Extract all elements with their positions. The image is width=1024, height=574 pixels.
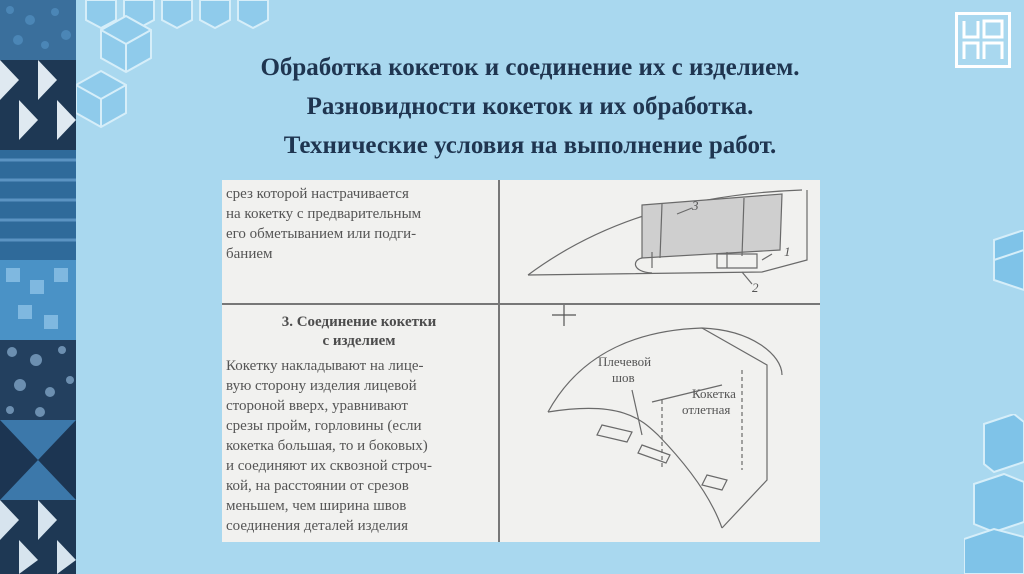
yoke-label-line-1: Кокетка [692,386,736,401]
yoke-label-line-2: отлетная [682,402,731,417]
body-text-line-2: вую сторону изделия лицевой [226,378,417,394]
cubes-decoration-right-icon [984,230,1024,310]
geometric-pattern-icon [0,0,76,574]
shoulder-seam-label-line-1: Плечевой [598,354,652,369]
top-text-line-2: на кокетку с предварительным [226,206,422,222]
body-text-line-6: и соединяют их сквозной строч- [226,458,432,474]
body-text-line-3: стороной вверх, уравнивают [226,398,408,414]
slide-title [130,48,930,165]
shoulder-seam-label-line-2: шов [612,370,635,385]
body-text-line-7: кой, на расстоянии от срезов [226,478,409,494]
title-line-1: Обработка кокеток и соединение их с изделием. [260,54,800,81]
top-text-line-1: срез которой настрачивается [226,186,409,202]
institution-logo-icon [955,12,1011,68]
figure-label-1: 1 [784,244,791,259]
top-text-line-4: банием [226,246,273,262]
section-heading-line-1: 3. Соединение кокетки [281,314,437,330]
body-text-line-8: меньшем, чем ширина швов [226,498,407,514]
cubes-decoration-bottom-icon [964,414,1024,574]
body-text-line-4: срезы пройм, горловины (если [226,418,422,434]
figure-label-2: 2 [752,280,759,295]
body-text-line-5: кокетка большая, то и боковых) [226,438,428,454]
top-text-line-3: его обметыванием или подги- [226,226,417,242]
title-line-2: Разновидности кокеток и их обработка. [306,93,754,120]
body-text-line-1: Кокетку накладывают на лице- [226,358,424,374]
scanned-textbook-table [222,180,820,542]
decorative-pattern-strip [0,0,76,574]
body-text-line-9: соединения деталей изделия [226,518,408,534]
title-line-3: Технические условия на выполнение работ. [283,132,777,159]
figure-label-3: 3 [692,198,699,213]
yoke-drawing-icon [222,180,820,542]
section-heading-line-2: с изделием [322,333,396,349]
